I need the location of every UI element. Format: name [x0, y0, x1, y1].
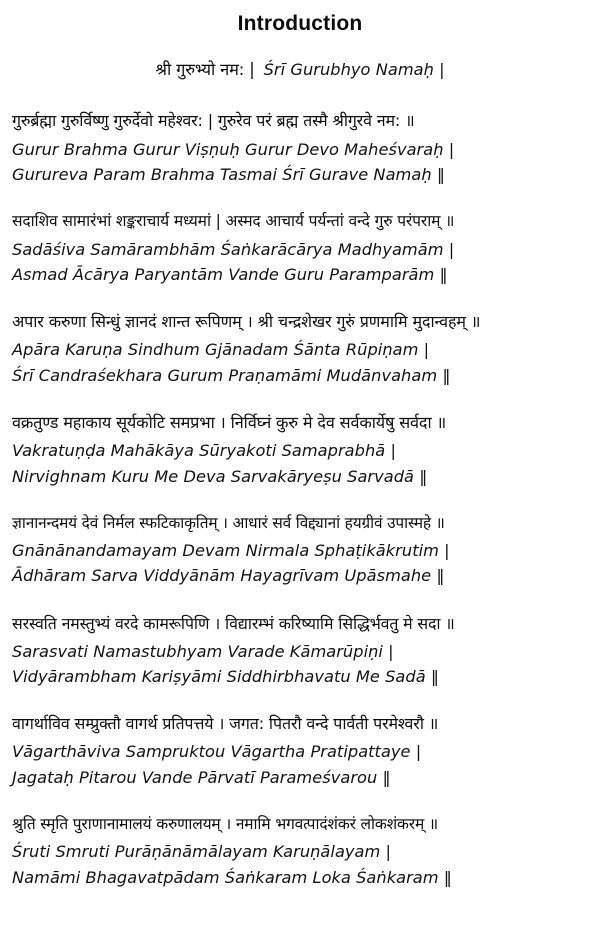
- verse-transliteration-line-1: Sarasvati Namastubhyam Varade Kāmarūpiṇi |: [12, 641, 394, 661]
- verse-transliteration-line-1: Sadāśiva Samārambhām Śaṅkarācārya Madhyamām |: [12, 239, 455, 259]
- verse-transliteration-line-2: Gurureva Param Brahma Tasmai Śrī Gurave Namaḥ ‖: [12, 164, 445, 184]
- verse-transliteration-line-1: Gnānānandamayam Devam Nirmala Sphaṭikākrutim |: [12, 541, 450, 561]
- verse-transliteration-line-1: Vāgarthāviva Sampruktou Vāgartha Pratipattaye |: [12, 742, 422, 762]
- invocation-devanagari: श्री गुरुभ्यो नम: |: [155, 60, 255, 80]
- verse-transliteration-line-2: Śrī Candraśekhara Gurum Praṇamāmi Mudānvaham ‖: [12, 365, 451, 385]
- verse-block: [12, 411, 588, 490]
- verse-transliteration-line-2: Namāmi Bhagavatpādam Śaṅkaram Loka Śaṅkaram ‖: [12, 867, 452, 887]
- verse-devanagari: ज्ञानानन्दमयं देवं निर्मल स्फटिकाकृतिम् । आधारं सर्व विद्द्यानां हयग्रीवं उपास्महे ॥: [12, 513, 445, 532]
- verse-block: [12, 109, 588, 188]
- verse-block: [12, 612, 588, 691]
- verse-transliteration-line-2: Jagataḥ Pitarou Vande Pārvatī Parameśvarou ‖: [12, 767, 391, 787]
- invocation-line: [12, 57, 588, 83]
- verse-devanagari: वक्रतुण्ड महाकाय सूर्यकोटि समप्रभा । निर्विघ्नं कुरु मे देव सर्वकार्येषु सर्वदा ॥: [12, 412, 447, 432]
- verse-devanagari: वागर्थाविव सम्प्रुक्तौ वागर्थ प्रतिपत्तये । जगत: पितरौ वन्दे पार्वती परमेश्वरौ ॥: [12, 714, 439, 734]
- page-title: Introduction: [237, 12, 363, 35]
- verse-transliteration-line-2: Ādhāram Sarva Viddyānām Hayagrīvam Upāsmahe ‖: [12, 566, 445, 586]
- verse-transliteration-line-1: Vakratuṇḍa Mahākāya Sūryakoti Samaprabhā |: [12, 441, 396, 461]
- verse-transliteration-line-1: Śruti Smruti Purāṇānāmālayam Karuṇālayam |: [12, 842, 392, 862]
- verse-devanagari: अपार करुणा सिन्धुं ज्ञानदं शान्त रूपिणम् । श्री चन्द्रशेखर गुरुं प्रणमामि मुदान्वहम् ॥: [12, 312, 481, 332]
- verse-block: [12, 512, 588, 590]
- verse-devanagari: श्रुति स्मृति पुराणानामालयं करुणालयम् । नमामि भगवत्पादंशंकरं लोकशंकरम् ॥: [12, 814, 439, 833]
- verse-transliteration-line-2: Asmad Ācārya Paryantām Vande Guru Paramparām ‖: [12, 264, 448, 284]
- verse-devanagari: सदाशिव सामारंभां शङ्कराचार्य मध्यमां | अस्मद आचार्य पर्यन्तां वन्दे गुरु परंपराम् ॥: [12, 211, 455, 230]
- verse-transliteration-line-1: Apāra Karuṇa Sindhum Gjānadam Śānta Rūpiṇam |: [12, 340, 430, 360]
- verse-transliteration-line-1: Gurur Brahma Gurur Viṣṇuḥ Gurur Devo Maheśvaraḥ |: [12, 139, 455, 159]
- verse-transliteration-line-2: Vidyārambham Kariṣyāmi Siddhirbhavatu Me Sadā ‖: [12, 666, 440, 686]
- verse-devanagari: सरस्वति नमस्तुभ्यं वरदे कामरूपिणि । विद्यारम्भं करिष्यामि सिद्धिर्भवतु मे सदा ॥: [12, 613, 455, 633]
- verse-devanagari: गुरुर्ब्रह्मा गुरुर्विष्णु गुरुर्देवो महेश्वर: | गुरुरेव परं ब्रह्म तस्मै श्रीगुरवे नम: ॥: [12, 111, 415, 131]
- invocation-transliteration: Śrī Gurubhyo Namaḥ |: [263, 60, 445, 80]
- verse-block: [12, 310, 588, 389]
- verse-block: [12, 712, 588, 791]
- verse-transliteration-line-2: Nirvighnam Kuru Me Deva Sarvakāryeṣu Sarvadā ‖: [12, 466, 428, 486]
- verse-block: [12, 210, 588, 288]
- verse-block: [12, 813, 588, 891]
